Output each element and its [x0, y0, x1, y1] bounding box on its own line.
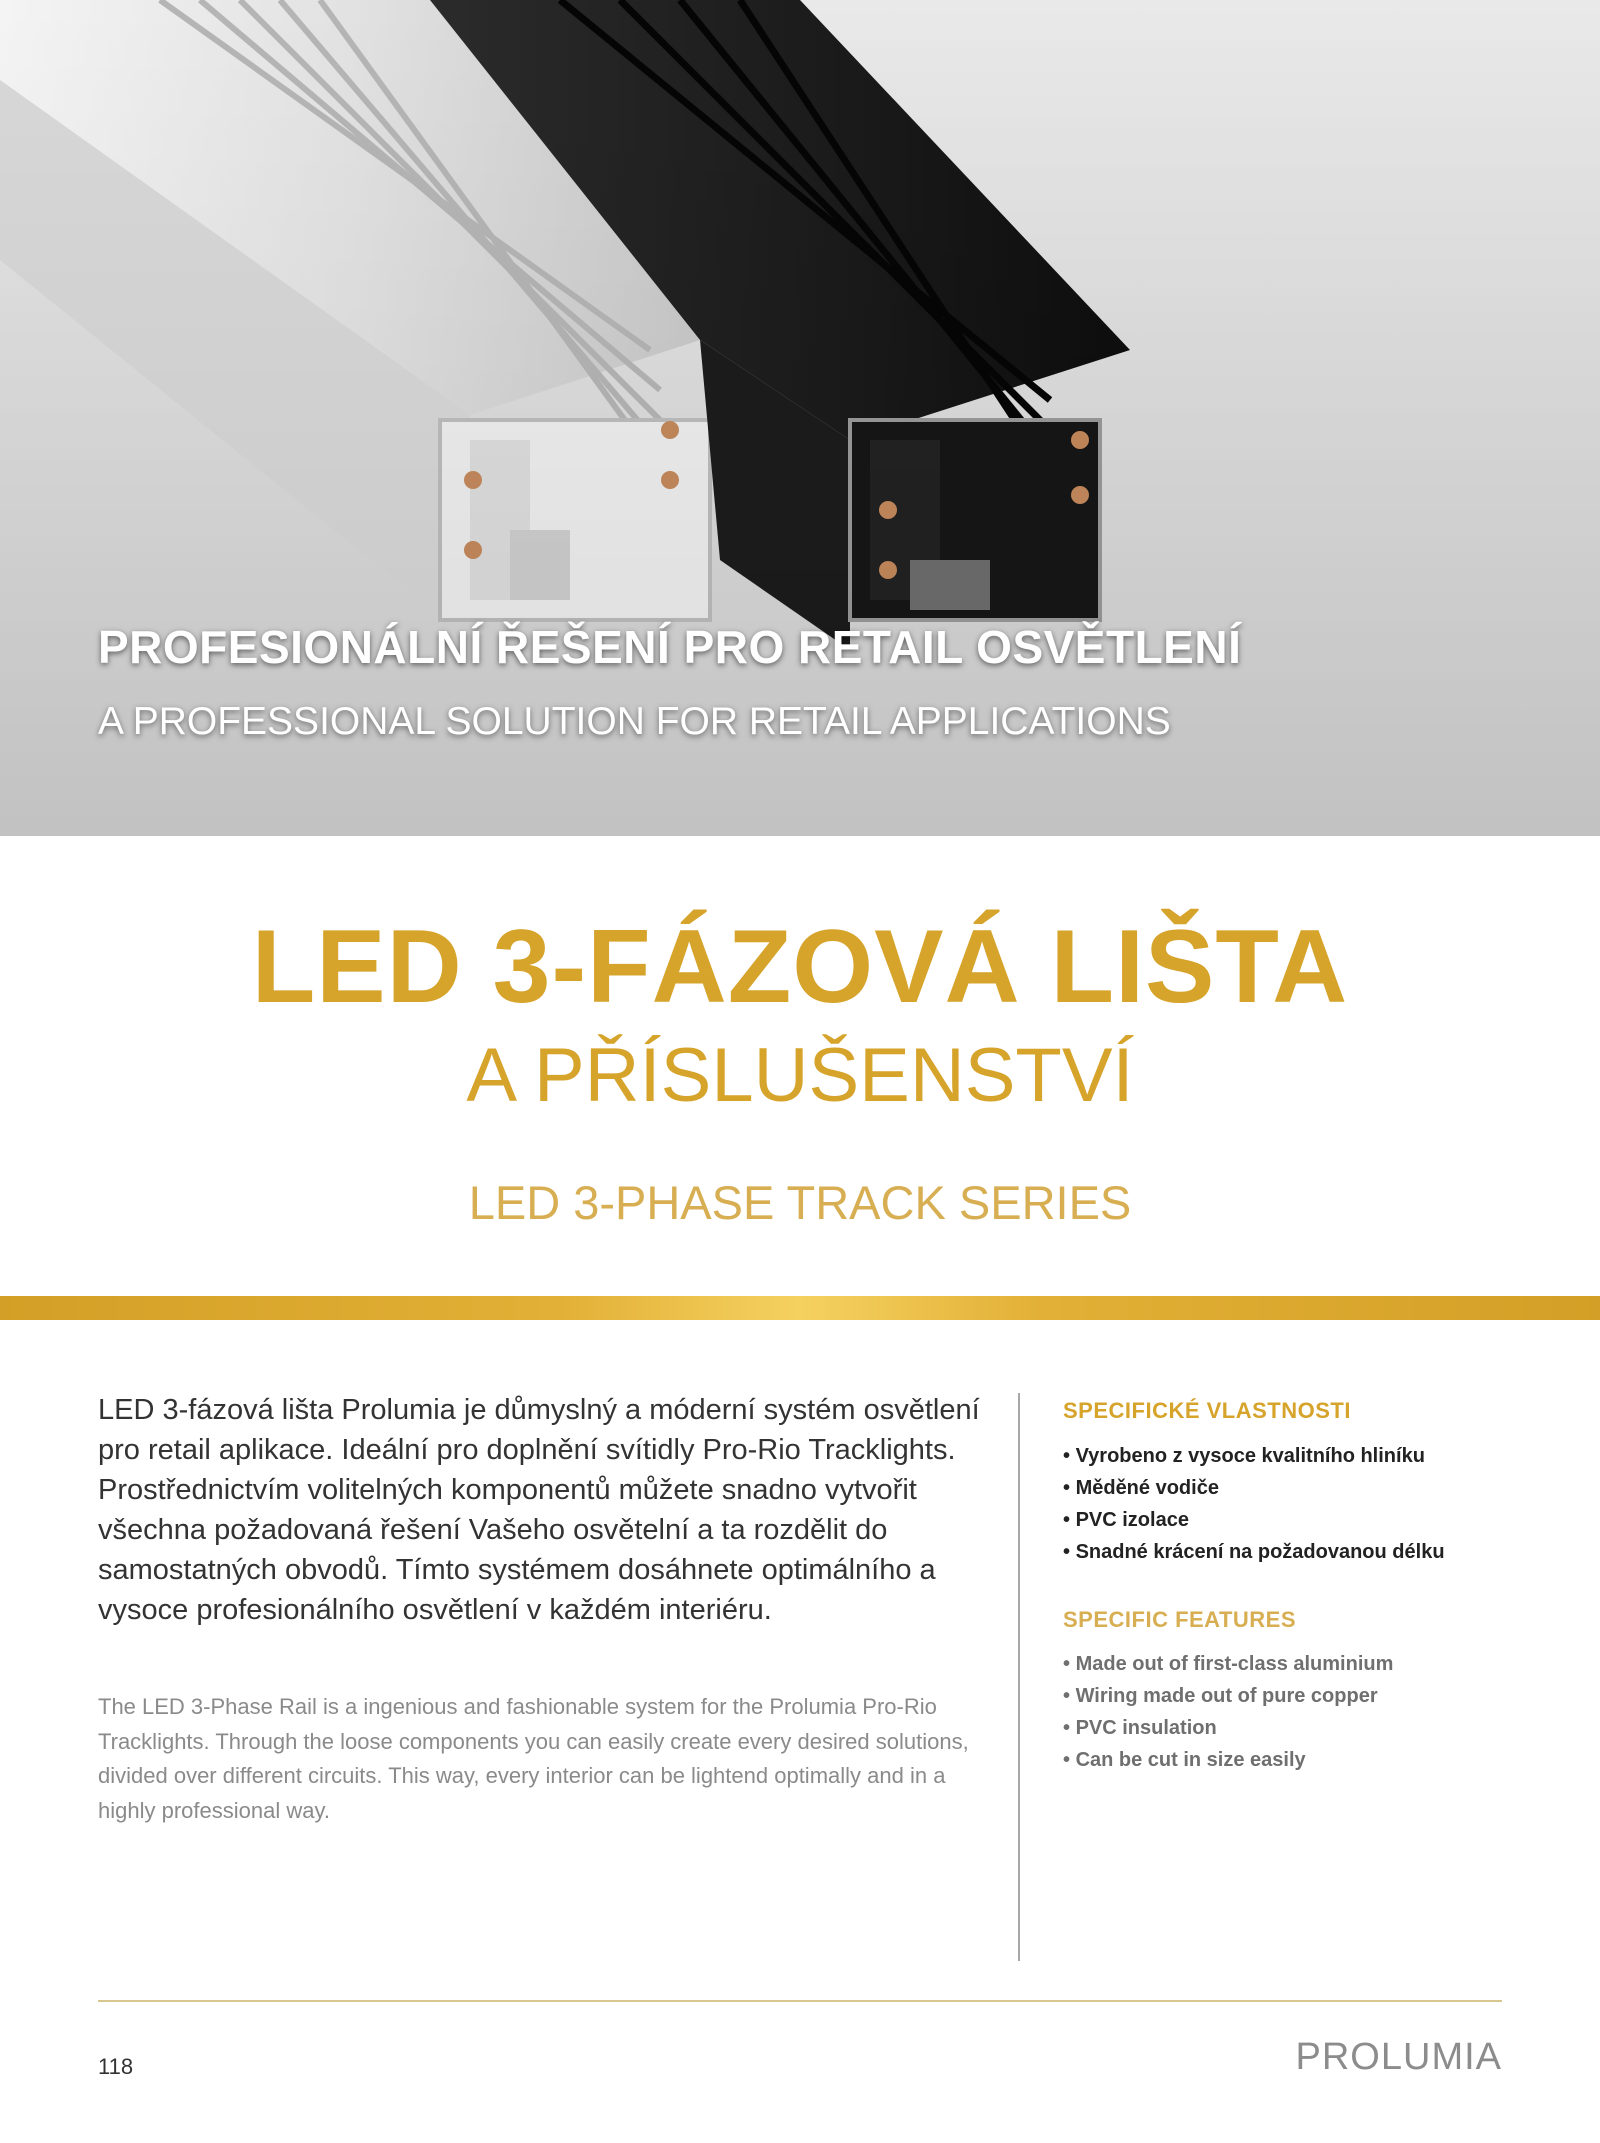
hero-section [0, 0, 1600, 836]
gold-divider-bar [0, 1296, 1600, 1320]
features-heading-czech: SPECIFICKÉ VLASTNOSTI [1063, 1398, 1351, 1423]
column-divider [1018, 1393, 1020, 1961]
list-item: • PVC izolace [1063, 1504, 1445, 1536]
page-subtitle: A PŘÍSLUŠENSTVÍ [466, 1033, 1134, 1118]
list-item: • PVC insulation [1063, 1712, 1393, 1744]
list-item: • Made out of first-class aluminium [1063, 1648, 1393, 1680]
brand-name: PROLUMIA [1295, 2036, 1502, 2078]
page-number: 118 [98, 2054, 134, 2079]
description-english: The LED 3-Phase Rail is a ingenious and fashionable system for the Prolumia Pro-Rio Tracklights. Through the loose components you can easily create every desired solutions, divided over different circuits. This way, every interior can be lightend optimally and in a highly professional way. [98, 1694, 969, 1823]
description-czech: LED 3-fázová lišta Prolumia je důmyslný a móderní systém osvětlení pro retail aplikace. Ideální pro doplnění svítidly Pro-Rio Tracklights. Prostřednictvím volitelných komponentů můžete snadno vytvořit všechna požadovaná řešení Vašeho osvětelní a ta rozdělit do samostatných obvodů. Tímto systémem dosáhnete optimálního a vysoce profesionálního osvětlení v každém interiéru. [98, 1394, 980, 1626]
list-item: • Vyrobeno z vysoce kvalitního hliníku [1063, 1440, 1445, 1472]
list-item: • Snadné krácení na požadovanou délku [1063, 1536, 1445, 1568]
hero-title: PROFESIONÁLNÍ ŘEŠENÍ PRO RETAIL OSVĚTLENÍ [98, 621, 1242, 673]
features-heading-english: SPECIFIC FEATURES [1063, 1607, 1297, 1632]
list-item: • Měděné vodiče [1063, 1472, 1445, 1504]
list-item: • Can be cut in size easily [1063, 1744, 1393, 1776]
hero-subtitle: A PROFESSIONAL SOLUTION FOR RETAIL APPLICATIONS [98, 700, 1171, 743]
page-title-english: LED 3-PHASE TRACK SERIES [468, 1176, 1132, 1229]
page-title: LED 3-FÁZOVÁ LIŠTA [251, 909, 1349, 1025]
list-item: • Wiring made out of pure copper [1063, 1680, 1393, 1712]
footer-divider [98, 2000, 1502, 2002]
features-list-english [1063, 1648, 1393, 1776]
features-list-czech [1063, 1440, 1445, 1568]
